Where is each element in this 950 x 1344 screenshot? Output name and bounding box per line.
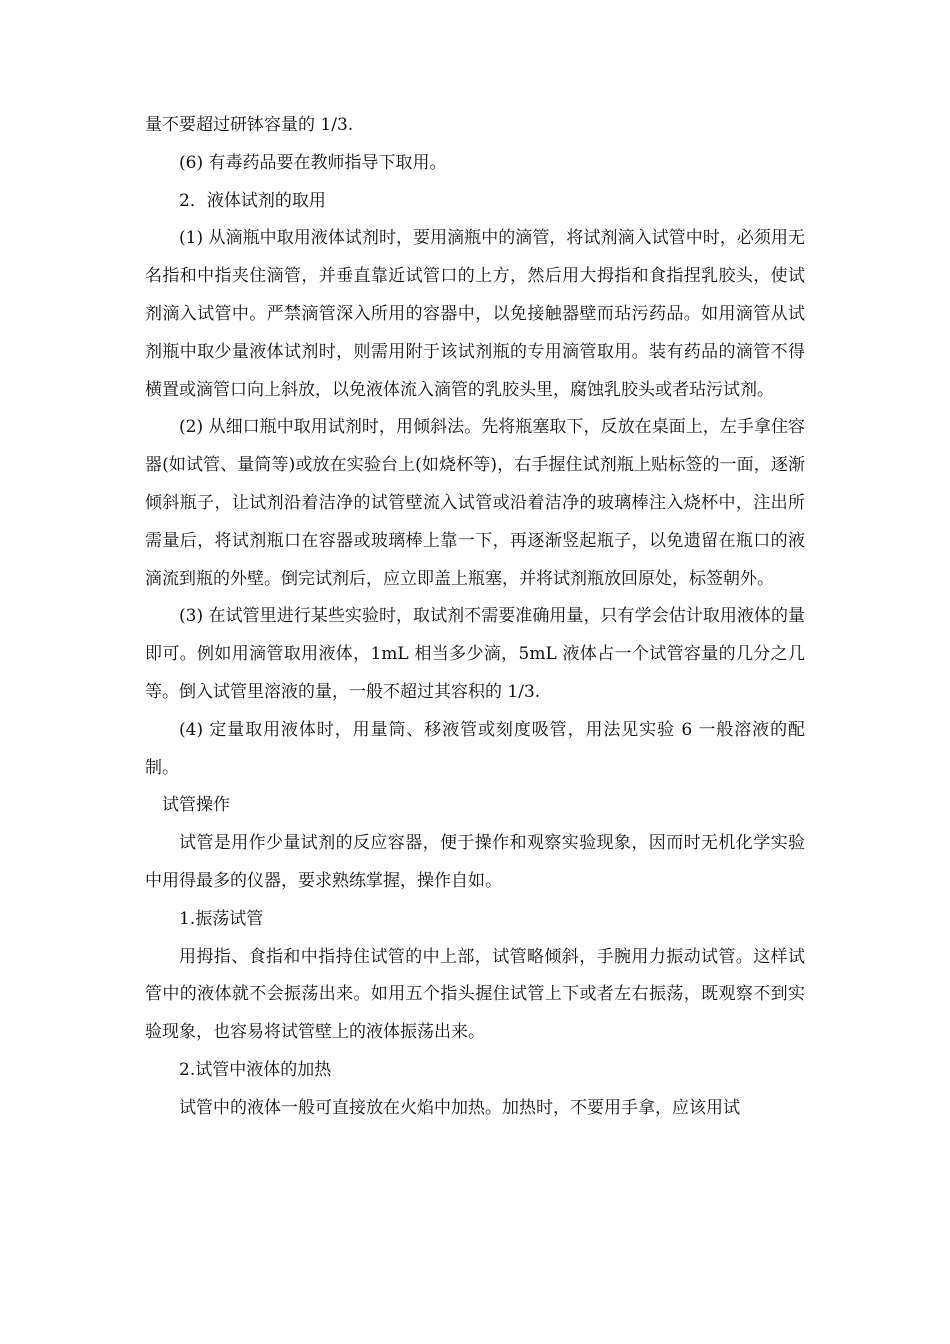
section-title: 试管操作 xyxy=(162,795,230,816)
paragraph-1: 量不要超过研钵容量的 1/3. xyxy=(145,115,354,135)
paragraph-2: (6) 有毒药品要在教师指导下取用。 xyxy=(179,152,447,173)
paragraph-5: (2) 从细口瓶中取用试剂时，用倾斜法。先将瓶塞取下，反放在桌面上，左手拿住容器(如试管、量筒等)或放在实验台上(如烧杯等)，右手握住试剂瓶上贴标签的一面，逐渐倾斜瓶子，让试剂沿着洁净的试管壁流入试管或沿着洁净的玻璃棒注入烧杯中，注出所需量后，将试剂瓶口在容器或玻璃棒上靠一下，再逐渐竖起瓶子，以免遗留在瓶口的液滴流到瓶的外壁。倒完试剂后，应立即盖上瓶塞，并将试剂瓶放回原处，标签朝外。 xyxy=(145,417,805,589)
paragraph-13: 试管中的液体一般可直接放在火焰中加热。加热时，不要用手拿，应该用试 xyxy=(179,1097,740,1118)
paragraph-6: (3) 在试管里进行某些实验时，取试剂不需要准确用量，只有学会估计取用液体的量即可。例如用滴管取用液体，1mL 相当多少滴，5mL 液体占一个试管容量的几分之几等。倒入试管里溶液的量，一般不超过其容积的 1/3. xyxy=(145,606,805,702)
paragraph-12-heading: 2.试管中液体的加热 xyxy=(179,1059,332,1080)
paragraph-10-heading: 1.振荡试管 xyxy=(179,908,264,929)
paragraph-11: 用拇指、食指和中指持住试管的中上部，试管略倾斜，手腕用力振动试管。这样试管中的液体就不会振荡出来。如用五个指头握住试管上下或者左右振荡，既观察不到实验现象，也容易将试管壁上的液体振荡出来。 xyxy=(145,946,805,1043)
paragraph-3-heading: 2．液体试剂的取用 xyxy=(179,190,326,211)
document-body xyxy=(145,107,805,1128)
paragraph-9: 试管是用作少量试剂的反应容器，便于操作和观察实验现象，因而时无机化学实验中用得最多的仪器，要求熟练掌握，操作自如。 xyxy=(145,833,805,891)
paragraph-7: (4) 定量取用液体时，用量筒、移液管或刻度吸管，用法见实验 6 一般溶液的配制。 xyxy=(145,719,805,778)
paragraph-4: (1) 从滴瓶中取用液体试剂时，要用滴瓶中的滴管，将试剂滴入试管中时，必须用无名指和中指夹住滴管，并垂直靠近试管口的上方，然后用大拇指和食指捏乳胶头，使试剂滴入试管中。严禁滴管深入所用的容器中，以免接触器壁而玷污药品。如用滴管从试剂瓶中取少量液体试剂时，则需用附于该试剂瓶的专用滴管取用。装有药品的滴管不得横置或滴管口向上斜放，以免液体流入滴管的乳胶头里，腐蚀乳胶头或者玷污试剂。 xyxy=(145,228,805,400)
